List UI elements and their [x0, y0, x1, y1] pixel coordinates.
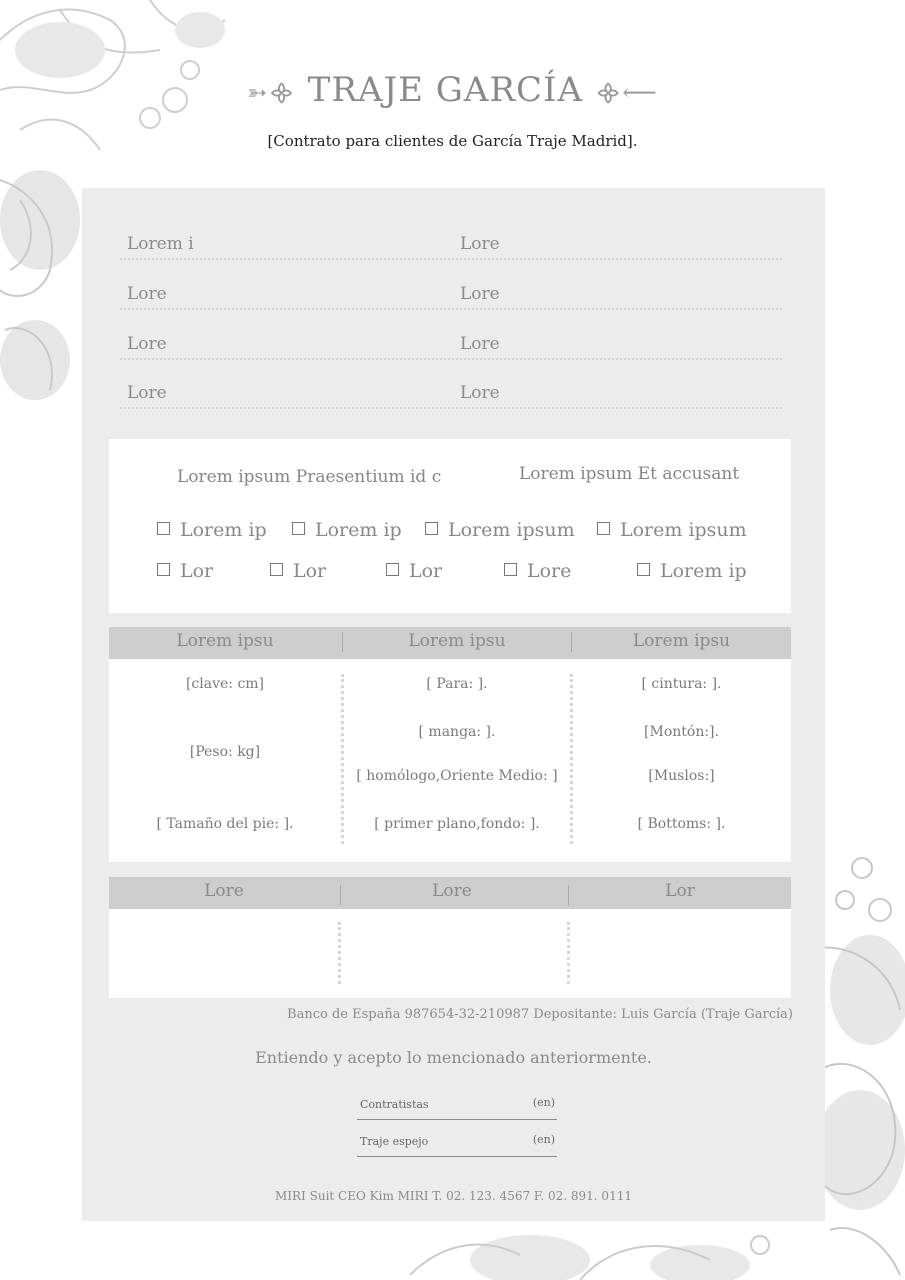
floral-decoration-left: [0, 160, 90, 410]
info-label-left: Lore: [127, 284, 167, 304]
bank-info: [287, 1007, 793, 1022]
checkbox-icon: [157, 563, 170, 576]
column-header: Lorem ipsu: [408, 631, 506, 651]
table-cell[interactable]: [clave: cm]: [185, 676, 265, 692]
info-label-right: Lore: [460, 383, 500, 403]
checkbox-icon: [504, 563, 517, 576]
checkbox-icon: [425, 522, 438, 535]
footer-contact: MIRI Suit CEO Kim MIRI T. 02. 123. 4567 F. 02. 891. 0111: [275, 1189, 632, 1203]
acceptance-statement: Entiendo y acepto lo mencionado anteriormente.: [255, 1048, 652, 1067]
table-cell[interactable]: [ primer plano,fondo: ].: [374, 816, 540, 832]
info-label-left: Lore: [127, 383, 167, 403]
title-text: TRAJE GARCÍA: [307, 70, 584, 110]
dotted-divider: [567, 922, 570, 984]
table-cell[interactable]: [ Tamaño del pie: ].: [156, 816, 294, 832]
signature-suffix: (en): [532, 1096, 555, 1109]
option-label: Lorem ipsum: [620, 519, 747, 541]
table-header: [109, 877, 791, 909]
dotted-divider: [338, 922, 341, 984]
info-row[interactable]: [120, 322, 782, 360]
signature-suffix: (en): [532, 1133, 555, 1146]
checkbox-icon: [386, 563, 399, 576]
column-header: Lor: [665, 881, 695, 901]
column-header: Lore: [204, 881, 244, 901]
document-subtitle: [Contrato para clientes de García Traje Madrid].: [267, 132, 638, 150]
option-checkbox[interactable]: [157, 560, 213, 582]
option-label: Lorem ipsum: [448, 519, 575, 541]
column-header: Lorem ipsu: [632, 631, 731, 651]
option-checkbox[interactable]: [504, 560, 571, 582]
checkbox-icon: [597, 522, 610, 535]
info-label-right: Lore: [460, 234, 500, 254]
bank-account: Banco de España 987654-32-210987: [287, 1007, 530, 1022]
table-cell[interactable]: [ Bottoms: ].: [637, 816, 726, 832]
signature-line[interactable]: [357, 1089, 557, 1120]
ornament-left-icon: ➳᯽: [247, 78, 296, 107]
table-header: [109, 627, 791, 659]
options-heading-right: Lorem ipsum Et accusant: [519, 464, 740, 484]
option-checkbox[interactable]: [292, 519, 402, 541]
option-label: Lor: [409, 560, 443, 582]
option-checkbox[interactable]: [597, 519, 747, 541]
column-header: Lorem ipsu: [176, 631, 274, 651]
contract-panel: [82, 188, 825, 1221]
info-label-left: Lore: [127, 334, 167, 354]
signature-line[interactable]: [357, 1126, 557, 1157]
document-title: [0, 70, 905, 110]
options-section: [109, 439, 791, 613]
info-row[interactable]: [120, 272, 782, 310]
checkbox-icon: [292, 522, 305, 535]
option-checkbox[interactable]: [270, 560, 326, 582]
option-checkbox[interactable]: [386, 560, 442, 582]
option-label: Lor: [293, 560, 327, 582]
option-label: Lore: [527, 560, 572, 582]
option-checkbox[interactable]: [157, 519, 267, 541]
extra-table: [109, 877, 791, 998]
table-cell[interactable]: [Montón:].: [644, 724, 719, 740]
options-heading-left: Lorem ipsum Praesentium id c: [177, 467, 442, 487]
checkbox-icon: [637, 563, 650, 576]
option-label: Lor: [180, 560, 214, 582]
option-checkbox[interactable]: [425, 519, 575, 541]
checkbox-icon: [157, 522, 170, 535]
table-cell[interactable]: [Peso: kg]: [189, 744, 261, 760]
table-cell[interactable]: [ homólogo,Oriente Medio: ]: [356, 768, 558, 784]
info-row[interactable]: [120, 222, 782, 260]
ornament-right-icon: ᯽⟵: [594, 78, 658, 107]
option-checkbox[interactable]: [637, 560, 747, 582]
checkbox-icon: [270, 563, 283, 576]
table-cell[interactable]: [Muslos:]: [648, 768, 715, 784]
signature-label: Contratistas: [360, 1098, 429, 1111]
info-label-left: Lorem i: [127, 234, 194, 254]
bank-depositor: Depositante: Luis García (Traje García): [533, 1007, 793, 1022]
info-label-right: Lore: [460, 284, 500, 304]
option-label: Lorem ip: [315, 519, 402, 541]
option-label: Lorem ip: [180, 519, 267, 541]
signature-label: Traje espejo: [360, 1135, 429, 1148]
info-row[interactable]: [120, 371, 782, 409]
column-header: Lore: [432, 881, 472, 901]
table-cell[interactable]: [ cintura: ].: [641, 676, 722, 692]
option-label: Lorem ip: [660, 560, 747, 582]
measurement-table: [109, 627, 791, 862]
info-label-right: Lore: [460, 334, 500, 354]
floral-decoration-bottom: [380, 1215, 800, 1280]
table-cell[interactable]: [ manga: ].: [418, 724, 496, 740]
table-cell[interactable]: [ Para: ].: [426, 676, 488, 692]
